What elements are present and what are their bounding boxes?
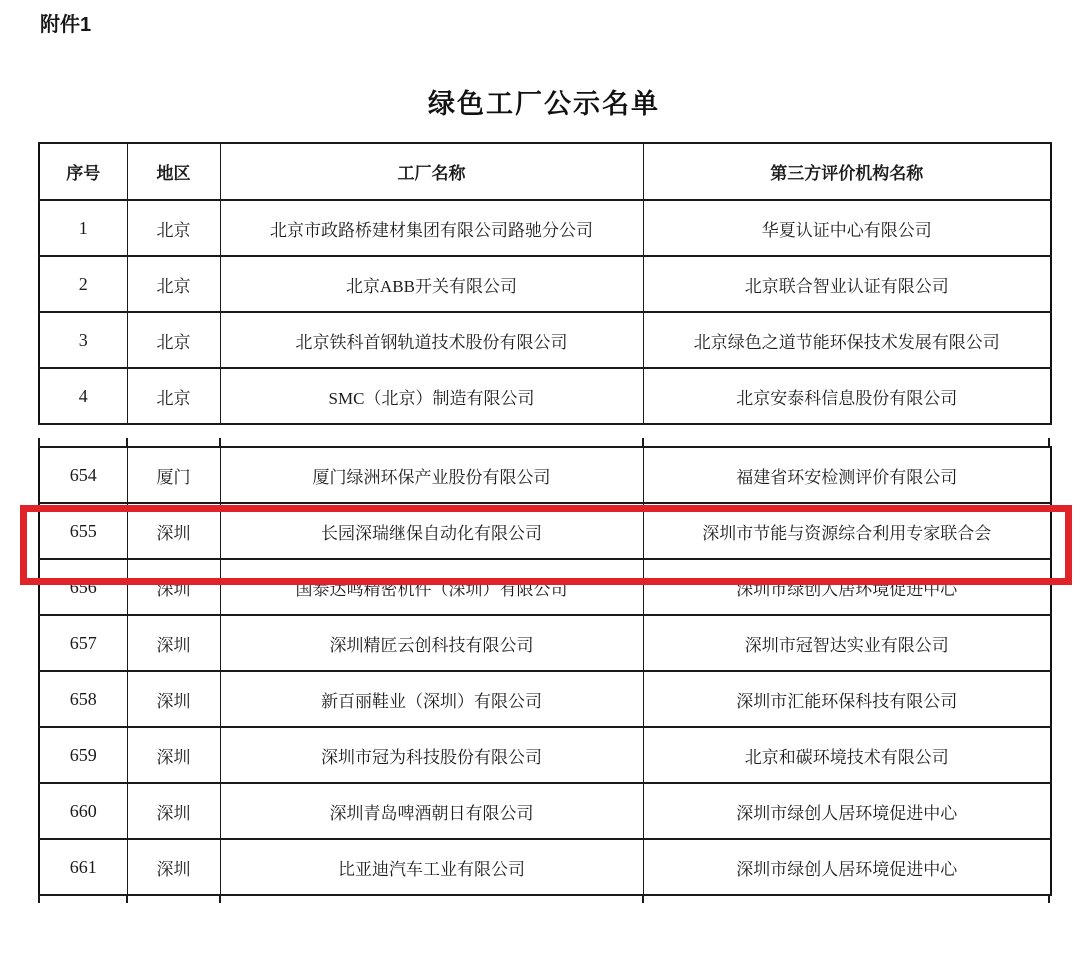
divider — [219, 896, 221, 903]
divider — [126, 896, 128, 903]
cell-region: 北京 — [127, 312, 220, 368]
cell-region: 深圳 — [127, 839, 220, 895]
cell-seq: 3 — [39, 312, 127, 368]
cell-region: 北京 — [127, 368, 220, 424]
table-row — [39, 200, 1051, 256]
divider — [219, 438, 221, 446]
cell-factory: 深圳市冠为科技股份有限公司 — [220, 727, 643, 783]
cell-region: 厦门 — [127, 447, 220, 503]
cell-seq: 654 — [39, 447, 127, 503]
page-title: 绿色工厂公示名单 — [428, 89, 660, 119]
cell-agency: 北京绿色之道节能环保技术发展有限公司 — [643, 312, 1051, 368]
section-gap — [38, 425, 1050, 438]
table-area — [38, 142, 1050, 903]
cell-seq: 657 — [39, 615, 127, 671]
cell-seq: 2 — [39, 256, 127, 312]
cell-region: 北京 — [127, 200, 220, 256]
cell-region: 深圳 — [127, 503, 220, 559]
cell-agency: 深圳市节能与资源综合利用专家联合会 — [643, 503, 1051, 559]
cell-agency: 深圳市绿创人居环境促进中心 — [643, 783, 1051, 839]
divider — [1048, 896, 1050, 903]
table-row — [39, 727, 1051, 783]
attachment-label: 附件1 — [40, 14, 92, 36]
table-row-highlighted — [39, 503, 1051, 559]
cell-region: 深圳 — [127, 783, 220, 839]
cell-factory: 深圳精匠云创科技有限公司 — [220, 615, 643, 671]
cell-agency: 深圳市冠智达实业有限公司 — [643, 615, 1051, 671]
divider — [642, 896, 644, 903]
cell-agency: 北京联合智业认证有限公司 — [643, 256, 1051, 312]
column-header-agency: 第三方评价机构名称 — [643, 143, 1051, 200]
column-header-factory: 工厂名称 — [220, 143, 643, 200]
cropped-row-sliver-top — [38, 438, 1050, 446]
column-header-region: 地区 — [127, 143, 220, 200]
divider — [642, 438, 644, 446]
cell-factory: 北京铁科首钢轨道技术股份有限公司 — [220, 312, 643, 368]
cell-region: 深圳 — [127, 615, 220, 671]
table-row — [39, 256, 1051, 312]
cell-factory: 国泰达鸣精密机件（深圳）有限公司 — [220, 559, 643, 615]
green-factory-table-section-1 — [38, 142, 1052, 425]
cropped-row-sliver-bottom — [38, 896, 1050, 903]
cell-agency: 深圳市绿创人居环境促进中心 — [643, 559, 1051, 615]
table-row — [39, 783, 1051, 839]
cell-agency: 深圳市汇能环保科技有限公司 — [643, 671, 1051, 727]
table-row — [39, 671, 1051, 727]
divider — [1048, 438, 1050, 446]
cell-factory: 厦门绿洲环保产业股份有限公司 — [220, 447, 643, 503]
divider — [126, 438, 128, 446]
cell-region: 深圳 — [127, 559, 220, 615]
green-factory-table-section-2 — [38, 446, 1052, 896]
cell-seq: 658 — [39, 671, 127, 727]
cell-seq: 4 — [39, 368, 127, 424]
cell-seq: 661 — [39, 839, 127, 895]
table-row — [39, 559, 1051, 615]
cell-factory: 长园深瑞继保自动化有限公司 — [220, 503, 643, 559]
table-row — [39, 312, 1051, 368]
cell-seq: 659 — [39, 727, 127, 783]
cell-agency: 华夏认证中心有限公司 — [643, 200, 1051, 256]
cell-agency: 福建省环安检测评价有限公司 — [643, 447, 1051, 503]
table-row — [39, 368, 1051, 424]
cell-agency: 深圳市绿创人居环境促进中心 — [643, 839, 1051, 895]
cell-region: 北京 — [127, 256, 220, 312]
table-header-row — [39, 143, 1051, 200]
divider — [38, 896, 40, 903]
cell-factory: 北京市政路桥建材集团有限公司路驰分公司 — [220, 200, 643, 256]
cell-seq: 660 — [39, 783, 127, 839]
cell-seq: 655 — [39, 503, 127, 559]
cell-seq: 656 — [39, 559, 127, 615]
table-row — [39, 447, 1051, 503]
cell-factory: 新百丽鞋业（深圳）有限公司 — [220, 671, 643, 727]
cell-agency: 北京安泰科信息股份有限公司 — [643, 368, 1051, 424]
column-header-seq: 序号 — [39, 143, 127, 200]
cell-factory: 北京ABB开关有限公司 — [220, 256, 643, 312]
cell-region: 深圳 — [127, 671, 220, 727]
table-row — [39, 839, 1051, 895]
cell-factory: SMC（北京）制造有限公司 — [220, 368, 643, 424]
table-row — [39, 615, 1051, 671]
divider — [38, 438, 40, 446]
cell-seq: 1 — [39, 200, 127, 256]
cell-region: 深圳 — [127, 727, 220, 783]
cell-factory: 深圳青岛啤酒朝日有限公司 — [220, 783, 643, 839]
cell-agency: 北京和碳环境技术有限公司 — [643, 727, 1051, 783]
cell-factory: 比亚迪汽车工业有限公司 — [220, 839, 643, 895]
